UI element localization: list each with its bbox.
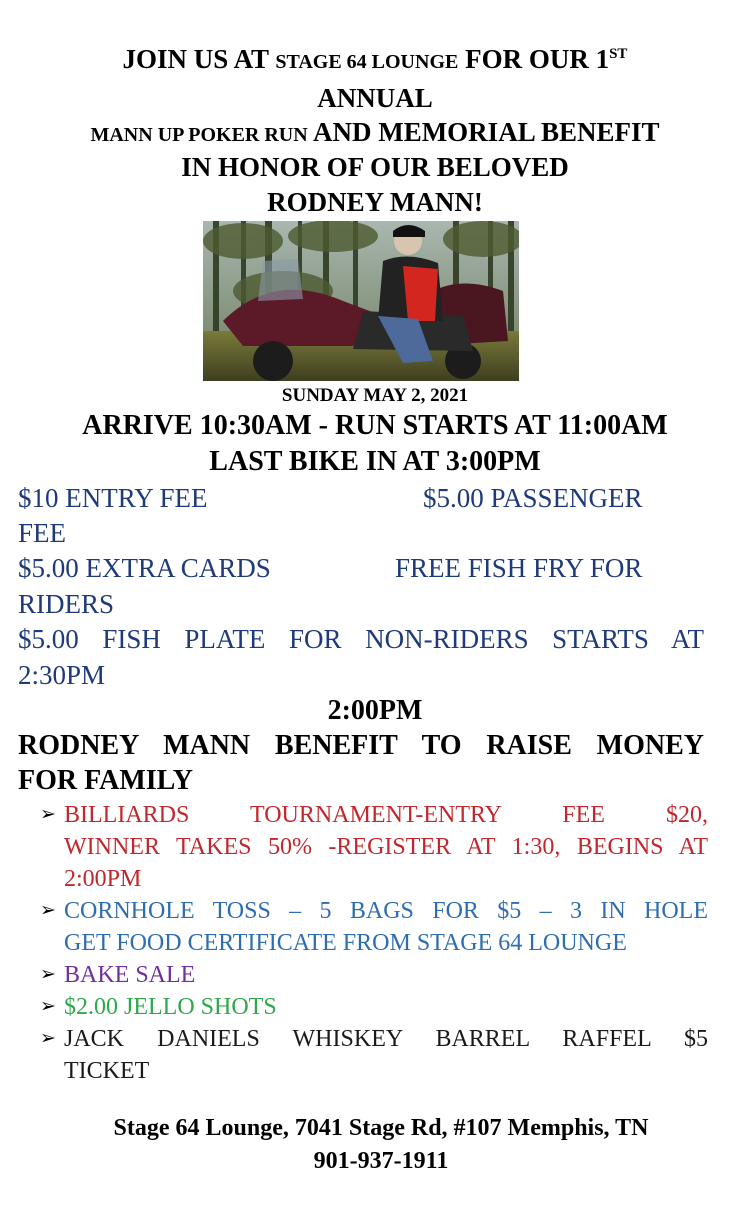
header-line-3: [0, 117, 750, 150]
fish-plate-cont: 2:30PM: [18, 660, 106, 690]
footer-phone: 901-937-1911: [313, 1148, 449, 1174]
arrow-bullet-icon: ➢: [40, 996, 56, 1017]
event-arrive-time: ARRIVE 10:30AM - RUN STARTS AT 11:00AM: [82, 410, 668, 441]
benefit-title-cont: FOR FAMILY: [18, 765, 193, 796]
header-line-2: ANNUAL: [317, 83, 433, 113]
billiards-line-2: WINNER TAKES 50% -REGISTER AT 1:30, BEGINS AT: [64, 834, 708, 860]
footer-address: Stage 64 Lounge, 7041 Stage Rd, #107 Memphis, TN: [113, 1115, 649, 1141]
billiards-line-3: 2:00PM: [64, 866, 142, 892]
benefit-time: 2:00PM: [327, 695, 423, 726]
arrow-bullet-icon: ➢: [40, 964, 56, 985]
raffle-line-2: TICKET: [64, 1058, 150, 1084]
header-text-join: JOIN US AT: [122, 44, 276, 74]
header-memorial: AND MEMORIAL BENEFIT: [307, 117, 660, 147]
cornhole-line-2: GET FOOD CERTIFICATE FROM STAGE 64 LOUNGE: [64, 930, 627, 956]
billiards-line-1: BILLIARDS TOURNAMENT-ENTRY FEE $20,: [64, 802, 708, 828]
list-item: [18, 895, 708, 959]
header-line-1: [0, 44, 750, 77]
header-line-5: RODNEY MANN!: [267, 187, 483, 217]
fish-plate: $5.00 FISH PLATE FOR NON-RIDERS STARTS AT: [18, 624, 704, 654]
man-on-motorcycle-photo: [203, 221, 519, 381]
list-item: [18, 959, 708, 991]
free-fish-fry-cont: RIDERS: [18, 589, 115, 619]
header-text-our: FOR OUR 1: [458, 44, 610, 74]
list-item: [18, 991, 708, 1023]
fees-row-2: [18, 550, 718, 586]
arrow-bullet-icon: ➢: [40, 804, 56, 825]
header-line-4: IN HONOR OF OUR BELOVED: [181, 152, 569, 182]
passenger-fee-cont: FEE: [18, 518, 67, 548]
bake-sale: BAKE SALE: [64, 962, 196, 988]
list-item: [18, 799, 708, 895]
list-item: [18, 1023, 708, 1087]
jello-shots: $2.00 JELLO SHOTS: [64, 994, 277, 1020]
benefit-list: [18, 799, 708, 1087]
header-poker-run: MANN UP POKER RUN: [90, 124, 308, 146]
header-venue: STAGE 64 LOUNGE: [275, 51, 459, 73]
extra-cards: $5.00 EXTRA CARDS: [18, 553, 271, 583]
header-sup: ST: [609, 46, 628, 62]
arrow-bullet-icon: ➢: [40, 900, 56, 921]
entry-fee: $10 ENTRY FEE: [18, 483, 208, 513]
passenger-fee: $5.00 PASSENGER: [423, 483, 643, 513]
cornhole-line-1: CORNHOLE TOSS – 5 BAGS FOR $5 – 3 IN HOLE: [64, 898, 708, 924]
benefit-title: RODNEY MANN BENEFIT TO RAISE MONEY: [18, 730, 704, 761]
raffle-line-1: JACK DANIELS WHISKEY BARREL RAFFEL $5: [64, 1026, 708, 1052]
arrow-bullet-icon: ➢: [40, 1028, 56, 1049]
event-last-bike: LAST BIKE IN AT 3:00PM: [209, 446, 541, 477]
event-date: SUNDAY MAY 2, 2021: [281, 385, 469, 406]
fees-row-1: [18, 480, 718, 516]
free-fish-fry: FREE FISH FRY FOR: [395, 553, 643, 583]
